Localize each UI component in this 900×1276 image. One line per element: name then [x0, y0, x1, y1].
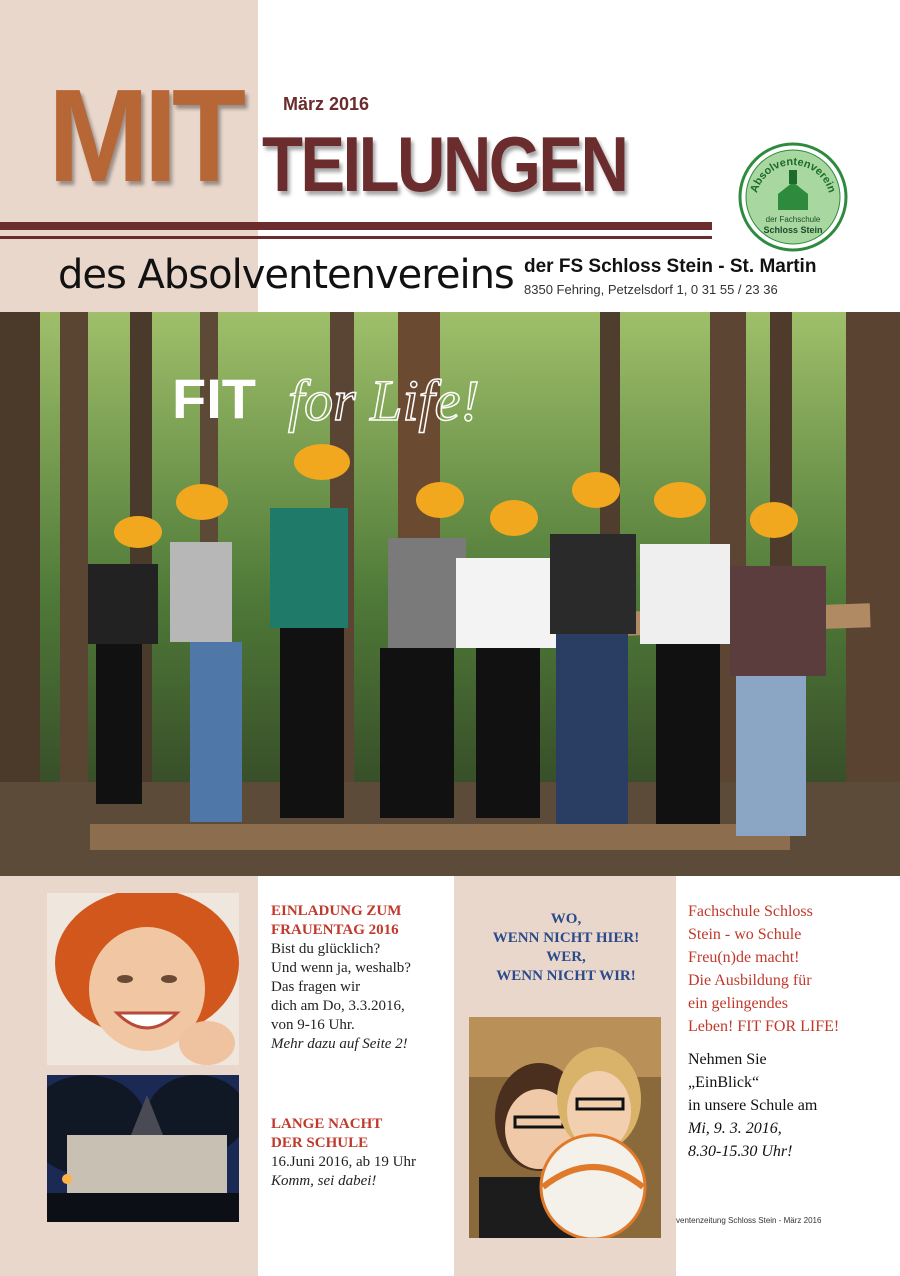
lange-nacht-heading-2: DER SCHULE	[271, 1135, 369, 1151]
promo-red-line: Fachschule Schloss	[688, 903, 813, 920]
castle-night-photo	[47, 1075, 239, 1222]
promo-red-line: Die Ausbildung für	[688, 972, 812, 989]
frauentag-heading-2: FRAUENTAG 2016	[271, 922, 399, 938]
frauentag-line: Bist du glücklich?	[271, 941, 381, 957]
article-lange-nacht	[271, 1115, 451, 1191]
lange-nacht-invite: Komm, sei dabei!	[271, 1173, 377, 1189]
promo-red-line: Stein - wo Schule	[688, 926, 802, 943]
frauentag-line: Das fragen wir	[271, 979, 361, 995]
cover-fit: FIT	[172, 367, 256, 430]
school-address: 8350 Fehring, Petzelsdorf 1, 0 31 55 / 23 36	[524, 282, 778, 297]
frauentag-heading-1: EINLADUNG ZUM	[271, 903, 402, 919]
title-teilungen: TEILUNGEN	[262, 120, 627, 208]
promo-date: Mi, 9. 3. 2016,	[688, 1120, 782, 1137]
promo-red-line: Freu(n)de macht!	[688, 949, 800, 966]
frauentag-line: von 9-16 Uhr.	[271, 1017, 355, 1033]
lange-nacht-heading-1: LANGE NACHT	[271, 1116, 383, 1132]
slogan-line: WENN NICHT HIER!	[492, 930, 640, 946]
subtitle: des Absolventenvereins	[58, 252, 514, 298]
slogan	[470, 910, 662, 986]
logo-arc-text: Absolventenverein	[748, 155, 838, 195]
slogan-line: WENN NICHT WIR!	[496, 968, 636, 984]
promo-red-line: Leben! FIT FOR LIFE!	[688, 1018, 840, 1035]
logo-line1: der Fachschule	[765, 215, 821, 224]
slogan-line: WO,	[550, 911, 582, 927]
promo-line: „EinBlick“	[688, 1074, 760, 1091]
issue-date: März 2016	[283, 94, 370, 114]
promo-line: in unsere Schule am	[688, 1097, 818, 1114]
portrait-woman-photo	[47, 893, 239, 1065]
logo-line2: Schloss Stein	[763, 225, 823, 235]
promo-line: Nehmen Sie	[688, 1051, 767, 1068]
school-name: der FS Schloss Stein - St. Martin	[524, 256, 817, 277]
association-logo	[738, 142, 848, 252]
frauentag-line: Und wenn ja, weshalb?	[271, 960, 411, 976]
promo-red-line: ein gelingendes	[688, 995, 788, 1012]
title-mit: MIT	[48, 62, 241, 209]
header-rule	[0, 222, 712, 230]
students-volleyball-photo	[469, 1017, 661, 1238]
promo-block	[688, 900, 888, 1163]
slogan-line: WER,	[546, 949, 586, 965]
cover-photo	[0, 312, 900, 876]
cover-for-life: for Life!	[288, 368, 480, 433]
page-footer: ventenzeitung Schloss Stein - März 2016	[676, 1216, 822, 1225]
header-rule-thin	[0, 236, 712, 239]
article-frauentag	[271, 902, 451, 1054]
promo-time: 8.30-15.30 Uhr!	[688, 1143, 793, 1160]
frauentag-line: dich am Do, 3.3.2016,	[271, 998, 405, 1014]
frauentag-more-link-text: Mehr dazu auf Seite 2!	[271, 1036, 408, 1052]
lange-nacht-date: 16.Juni 2016, ab 19 Uhr	[271, 1154, 416, 1170]
